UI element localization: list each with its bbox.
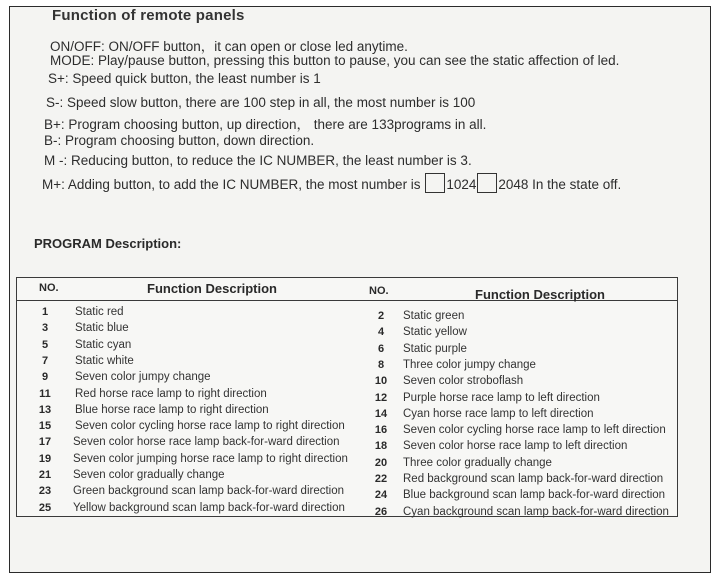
row-description: Static purple [403,342,467,355]
row-number: 11 [39,387,51,400]
row-number: 4 [377,326,385,339]
ic-add-suffix: 2048 In the state off. [498,177,622,192]
row-number: 22 [374,473,388,485]
line-speed-plus: S+: Speed quick button, the least number is 1 [48,71,321,86]
row-description: Static white [75,354,134,367]
row-description: Three color jumpy change [403,358,536,371]
row-description: Blue background scan lamp back-for-ward direction [403,489,666,502]
line-program-up: B+: Program choosing button, up direction， there are 133programs in all. [44,117,487,132]
row-number: 17 [38,436,52,449]
row-description: Seven color jumpy change [75,371,211,384]
line-mode: MODE: Play/pause button, pressing this button to pause, you can see the static affection of led. [50,53,620,68]
ic-add-mid: 1024 [446,177,477,192]
row-description: Three color gradually change [403,456,552,469]
row-description: Cyan horse race lamp to left direction [403,407,594,420]
row-description: Static red [75,306,124,318]
header-function-left: Function Description [147,281,277,296]
row-number: 3 [41,322,49,335]
row-description: Static blue [75,322,129,335]
row-number: 6 [377,342,385,355]
row-description: Red background scan lamp back-for-ward direction [403,473,664,485]
row-description: Seven color gradually change [73,469,225,481]
row-number: 23 [38,485,52,498]
row-number: 21 [38,469,52,481]
row-description: Static cyan [75,338,132,351]
row-description: Seven color jumping horse race lamp to right direction [73,452,348,465]
row-description: Seven color horse race lamp to left direction [403,440,628,453]
checkbox-square-icon [477,173,497,193]
line-speed-minus: S-: Speed slow button, there are 100 step in all, the most number is 100 [46,95,476,110]
header-no-right: NO. [369,285,389,297]
row-number: 12 [374,391,388,404]
program-title: PROGRAM Description: [34,236,182,251]
row-number: 2 [377,310,385,322]
row-description: Seven color stroboflash [403,375,524,388]
ic-add-prefix: M+: Adding button, to add the IC NUMBER, the most number is [42,177,421,192]
page-heading: Function of remote panels [52,7,245,24]
row-description: Purple horse race lamp to left direction [403,391,600,404]
row-number: 13 [38,403,52,416]
line-ic-reduce: M -: Reducing button, to reduce the IC NUMBER, the least number is 3. [44,153,472,168]
row-number: 24 [374,489,388,502]
row-number: 7 [41,354,49,367]
row-number: 25 [38,501,52,514]
row-description: Static green [403,310,465,322]
row-description: Red horse race lamp to right direction [75,387,267,400]
header-no-left: NO. [39,282,59,294]
row-description: Seven color cycling horse race lamp to right direction [75,420,345,433]
row-description: Seven color cycling horse race lamp to left direction [403,424,666,437]
row-description: Yellow background scan lamp back-for-ward direction [73,501,345,514]
line-ic-add [42,173,621,193]
line-program-down: B-: Program choosing button, down direction. [44,133,315,148]
row-number: 26 [374,505,388,518]
row-number: 15 [38,420,52,433]
row-description: Green background scan lamp back-for-ward direction [73,485,345,498]
row-number: 10 [374,375,388,388]
row-description: Blue horse race lamp to right direction [75,403,269,416]
row-description: Seven color horse race lamp back-for-ward direction [73,436,340,449]
header-function-right: Function Description [475,287,605,302]
row-number: 19 [38,452,52,465]
line-onoff: ON/OFF: ON/OFF button，it can open or close led anytime. [50,39,408,54]
row-description: Cyan background scan lamp back-for-ward direction [403,505,669,518]
row-number: 20 [374,456,388,469]
row-number: 18 [374,440,388,453]
document-page [9,6,711,573]
checkbox-square-icon [425,173,445,193]
program-table [16,277,678,517]
table-header [17,278,677,301]
row-number: 8 [377,358,385,371]
row-number: 1 [41,306,49,318]
row-number: 5 [41,338,49,351]
row-description: Static yellow [403,326,467,339]
row-number: 9 [41,371,49,384]
row-number: 16 [374,424,388,437]
row-number: 14 [374,407,388,420]
